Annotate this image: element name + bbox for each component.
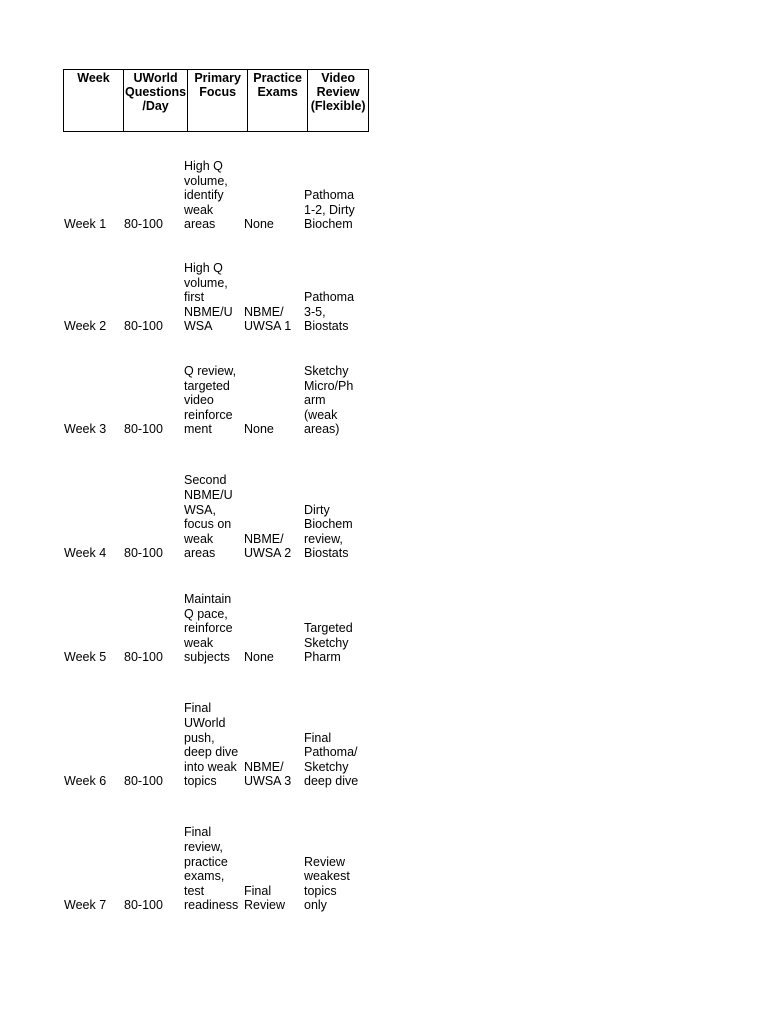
schedule-header-table bbox=[63, 69, 369, 132]
cell-questions: 80-100 bbox=[124, 319, 163, 334]
cell-focus: Maintain Q pace, reinforce weak subjects bbox=[184, 592, 233, 665]
cell-video: Pathoma 1-2, Dirty Biochem bbox=[304, 188, 355, 232]
cell-week: Week 5 bbox=[64, 650, 107, 665]
table-row bbox=[63, 561, 364, 665]
header-questions-per-day: UWorld Questions /Day bbox=[124, 70, 188, 132]
header-primary-focus: Primary Focus bbox=[188, 70, 248, 132]
cell-questions: 80-100 bbox=[124, 546, 163, 561]
cell-questions: 80-100 bbox=[124, 650, 163, 665]
cell-week: Week 6 bbox=[64, 774, 107, 789]
cell-video: Final Pathoma/ Sketchy deep dive bbox=[304, 730, 359, 789]
cell-exams: NBME/ UWSA 2 bbox=[244, 531, 292, 561]
cell-focus: Final UWorld push, deep dive into weak topics bbox=[184, 701, 239, 789]
cell-exams: None bbox=[244, 217, 274, 232]
cell-week: Week 7 bbox=[64, 898, 107, 913]
cell-video: Targeted Sketchy Pharm bbox=[304, 621, 353, 665]
cell-video: Dirty Biochem review, Biostats bbox=[304, 502, 353, 561]
cell-exams: NBME/ UWSA 3 bbox=[244, 759, 292, 789]
cell-week: Week 1 bbox=[64, 217, 107, 232]
header-video-review: Video Review (Flexible) bbox=[308, 70, 369, 132]
cell-focus: Q review, targeted video reinforce ment bbox=[184, 364, 237, 437]
cell-questions: 80-100 bbox=[124, 774, 163, 789]
cell-video: Review weakest topics only bbox=[304, 854, 350, 913]
cell-focus: Second NBME/U WSA, focus on weak areas bbox=[184, 473, 233, 561]
cell-questions: 80-100 bbox=[124, 422, 163, 437]
table-row bbox=[63, 437, 364, 561]
cell-focus: Final review, practice exams, test readiness bbox=[184, 825, 239, 913]
cell-video: Sketchy Micro/Ph arm (weak areas) bbox=[304, 364, 354, 437]
cell-questions: 80-100 bbox=[124, 217, 163, 232]
cell-focus: High Q volume, identify weak areas bbox=[184, 159, 228, 232]
cell-video: Pathoma 3-5, Biostats bbox=[304, 290, 355, 334]
cell-week: Week 4 bbox=[64, 546, 107, 561]
schedule-body-table bbox=[63, 132, 364, 913]
header-week: Week bbox=[64, 70, 124, 132]
header-practice-exams: Practice Exams bbox=[248, 70, 308, 132]
table-row bbox=[63, 334, 364, 437]
cell-questions: 80-100 bbox=[124, 898, 163, 913]
table-row bbox=[63, 132, 364, 232]
table-row bbox=[63, 665, 364, 789]
cell-exams: NBME/ UWSA 1 bbox=[244, 304, 292, 334]
table-row bbox=[63, 789, 364, 913]
cell-exams: None bbox=[244, 650, 274, 665]
header-row bbox=[64, 70, 369, 132]
cell-week: Week 2 bbox=[64, 319, 107, 334]
table-row bbox=[63, 232, 364, 334]
cell-focus: High Q volume, first NBME/U WSA bbox=[184, 261, 233, 334]
cell-exams: None bbox=[244, 422, 274, 437]
cell-week: Week 3 bbox=[64, 422, 107, 437]
cell-exams: Final Review bbox=[244, 883, 285, 913]
